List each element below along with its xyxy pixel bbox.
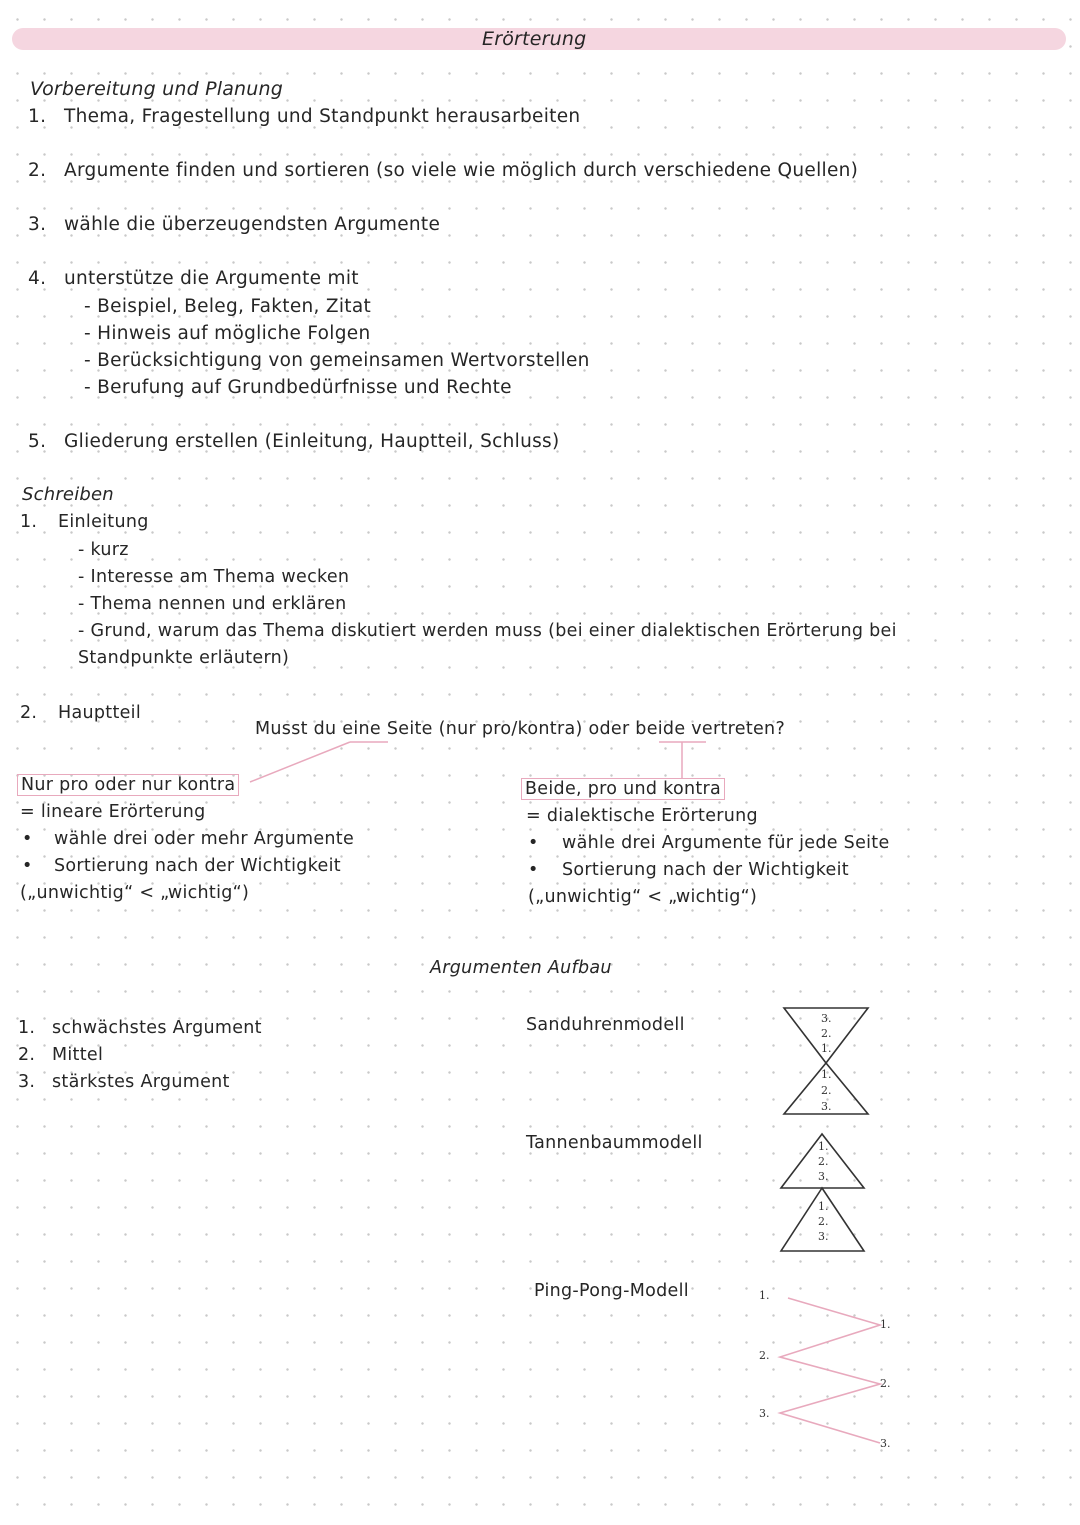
prep-num-3: 3. <box>28 214 47 235</box>
prep-text-3: wähle die überzeugendsten Argumente <box>64 214 441 235</box>
intro-point: - Interesse am Thema wecken <box>78 567 350 587</box>
pingpong-num: 1. <box>759 1289 770 1302</box>
dialectic-point: Sortierung nach der Wichtigkeit <box>562 860 849 880</box>
intro-point: - kurz <box>78 540 129 560</box>
model-hourglass-label: Sanduhrenmodell <box>526 1015 685 1035</box>
rank-num: 2. <box>18 1045 36 1065</box>
rank-text: schwächstes Argument <box>52 1018 262 1038</box>
tree-num: 2. <box>818 1215 829 1228</box>
tree-num: 2. <box>818 1155 829 1168</box>
intro-point: - Grund, warum das Thema diskutiert werden muss (bei einer dialektischen Erörterung bei <box>78 621 897 641</box>
linear-type: = lineare Erörterung <box>20 802 206 822</box>
hourglass-num: 2. <box>821 1084 832 1097</box>
prep-heading: Vorbereitung und Planung <box>30 78 284 100</box>
hourglass-num: 1. <box>821 1042 832 1055</box>
model-tree-label: Tannenbaummodell <box>526 1133 703 1153</box>
structure-heading: Argumenten Aufbau <box>430 958 612 978</box>
prep-text-4: unterstütze die Argumente mit <box>64 268 359 289</box>
hourglass-num: 3. <box>821 1100 832 1113</box>
main-num: 2. <box>20 703 38 723</box>
intro-label: Einleitung <box>58 512 149 532</box>
pingpong-num: 2. <box>759 1349 770 1362</box>
model-pingpong-label: Ping-Pong-Modell <box>534 1281 689 1301</box>
page-title: Erörterung <box>482 28 587 50</box>
prep-text-2: Argumente finden und sortieren (so viele wie möglich durch verschiedene Quellen) <box>64 160 859 181</box>
linear-label: Nur pro oder nur kontra <box>17 774 239 796</box>
pingpong-zigzag <box>780 1298 880 1443</box>
intro-num: 1. <box>20 512 38 532</box>
pingpong-num: 3. <box>759 1407 770 1420</box>
dialectic-point: wähle drei Argumente für jede Seite <box>562 833 890 853</box>
support-item: - Hinweis auf mögliche Folgen <box>84 323 371 344</box>
pingpong-num: 1. <box>880 1318 891 1331</box>
main-label: Hauptteil <box>58 703 141 723</box>
prep-text-5: Gliederung erstellen (Einleitung, Hauptteil, Schluss) <box>64 431 560 452</box>
tree-num: 3. <box>818 1170 829 1183</box>
side-question: Musst du eine Seite (nur pro/kontra) oder beide vertreten? <box>255 719 786 739</box>
linear-point: wähle drei oder mehr Argumente <box>54 829 355 849</box>
intro-point: - Thema nennen und erklären <box>78 594 347 614</box>
rank-text: Mittel <box>52 1045 104 1065</box>
support-item: - Beispiel, Beleg, Fakten, Zitat <box>84 296 372 317</box>
hourglass-num: 1. <box>821 1068 832 1081</box>
prep-text-1: Thema, Fragestellung und Standpunkt herausarbeiten <box>64 106 581 127</box>
linear-order: („unwichtig“ < „wichtig“) <box>20 883 250 903</box>
tree-num: 1. <box>818 1140 829 1153</box>
support-item: - Berücksichtigung von gemeinsamen Wertvorstellen <box>84 350 590 371</box>
tree-num: 1. <box>818 1200 829 1213</box>
rank-num: 3. <box>18 1072 36 1092</box>
rank-num: 1. <box>18 1018 36 1038</box>
bullet: • <box>22 856 33 876</box>
writing-heading: Schreiben <box>22 484 114 505</box>
support-item: - Berufung auf Grundbedürfnisse und Rechte <box>84 377 512 398</box>
dialectic-type: = dialektische Erörterung <box>526 806 758 826</box>
bullet: • <box>528 833 539 853</box>
linear-point: Sortierung nach der Wichtigkeit <box>54 856 341 876</box>
prep-num-4: 4. <box>28 268 47 289</box>
prep-num-5: 5. <box>28 431 47 452</box>
prep-num-1: 1. <box>28 106 47 127</box>
pingpong-num: 2. <box>880 1377 891 1390</box>
hourglass-num: 2. <box>821 1027 832 1040</box>
intro-point: Standpunkte erläutern) <box>78 648 290 668</box>
prep-num-2: 2. <box>28 160 47 181</box>
bullet: • <box>528 860 539 880</box>
dialectic-label: Beide, pro und kontra <box>521 778 725 800</box>
dialectic-order: („unwichtig“ < „wichtig“) <box>528 887 758 907</box>
bullet: • <box>22 829 33 849</box>
connector-line <box>250 742 350 782</box>
hourglass-num: 3. <box>821 1012 832 1025</box>
pingpong-num: 3. <box>880 1437 891 1450</box>
tree-num: 3. <box>818 1230 829 1243</box>
rank-text: stärkstes Argument <box>52 1072 230 1092</box>
